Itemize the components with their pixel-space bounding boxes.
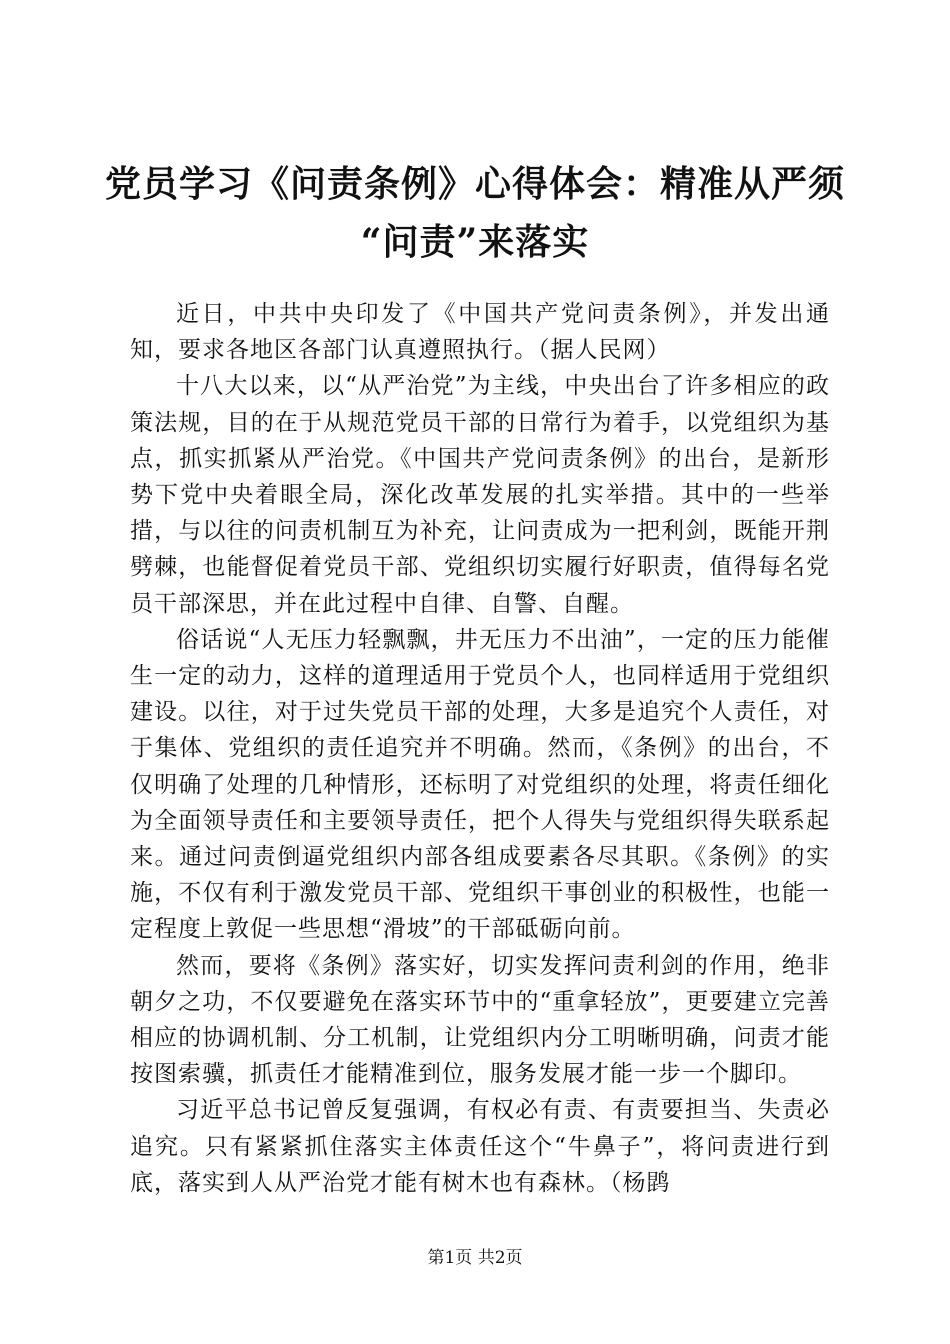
paragraph-1: 近日，中共中央印发了《中国共产党问责条例》，并发出通知，要求各地区各部门认真遵照执行。（据人民网） (130, 301, 830, 364)
document-body (130, 296, 830, 1201)
paragraph-3: 俗话说“人无压力轻飘飘，井无压力不出油”，一定的压力能催生一定的动力，这样的道理适用于党员个人，也同样适用于党组织建设。以往，对于过失党员干部的处理，大多是追究个人责任，对于集体、党组织的责任追究并不明确。然而，《条例》的出台，不仅明确了处理的几种情形，还标明了对党组织的处理，将责任细化为全面领导责任和主要领导责任，把个人得失与党组织得失联系起来。通过问责倒逼党组织内部各组成要素各尽其职。《条例》的实施，不仅有利于激发党员干部、党组织干事创业的积极性，也能一定程度上敦促一些思想“滑坡”的干部砥砺向前。 (130, 626, 830, 943)
document-title-line-2: “问责”来落实 (360, 221, 590, 263)
document-title-line-1: 党员学习《问责条例》心得体会：精准从严须 (104, 163, 845, 205)
paragraph-5: 习近平总书记曾反复强调，有权必有责、有责要担当、失责必追究。只有紧紧抓住落实主体责任这个“牛鼻子”，将问责进行到底，落实到人从严治党才能有树木也有森林。（杨鹍 (130, 1097, 830, 1196)
page-footer: 第1页 共2页 (427, 1248, 523, 1268)
paragraph-4: 然而，要将《条例》落实好，切实发挥问责利剑的作用，绝非朝夕之功，不仅要避免在落实环节中的“重拿轻放”，更要建立完善相应的协调机制、分工机制，让党组织内分工明晰明确，问责才能按图索骥，抓责任才能精准到位，服务发展才能一步一个脚印。 (130, 952, 830, 1088)
paragraph-2: 十八大以来，以“从严治党”为主线，中央出台了许多相应的政策法规，目的在于从规范党员干部的日常行为着手，以党组织为基点，抓实抓紧从严治党。《中国共产党问责条例》的出台，是新形势下党中央着眼全局，深化改革发展的扎实举措。其中的一些举措，与以往的问责机制互为补充，让问责成为一把利剑，既能开荆劈棘，也能督促着党员干部、党组织切实履行好职责，值得每名党员干部深思，并在此过程中自律、自警、自醒。 (130, 373, 830, 617)
